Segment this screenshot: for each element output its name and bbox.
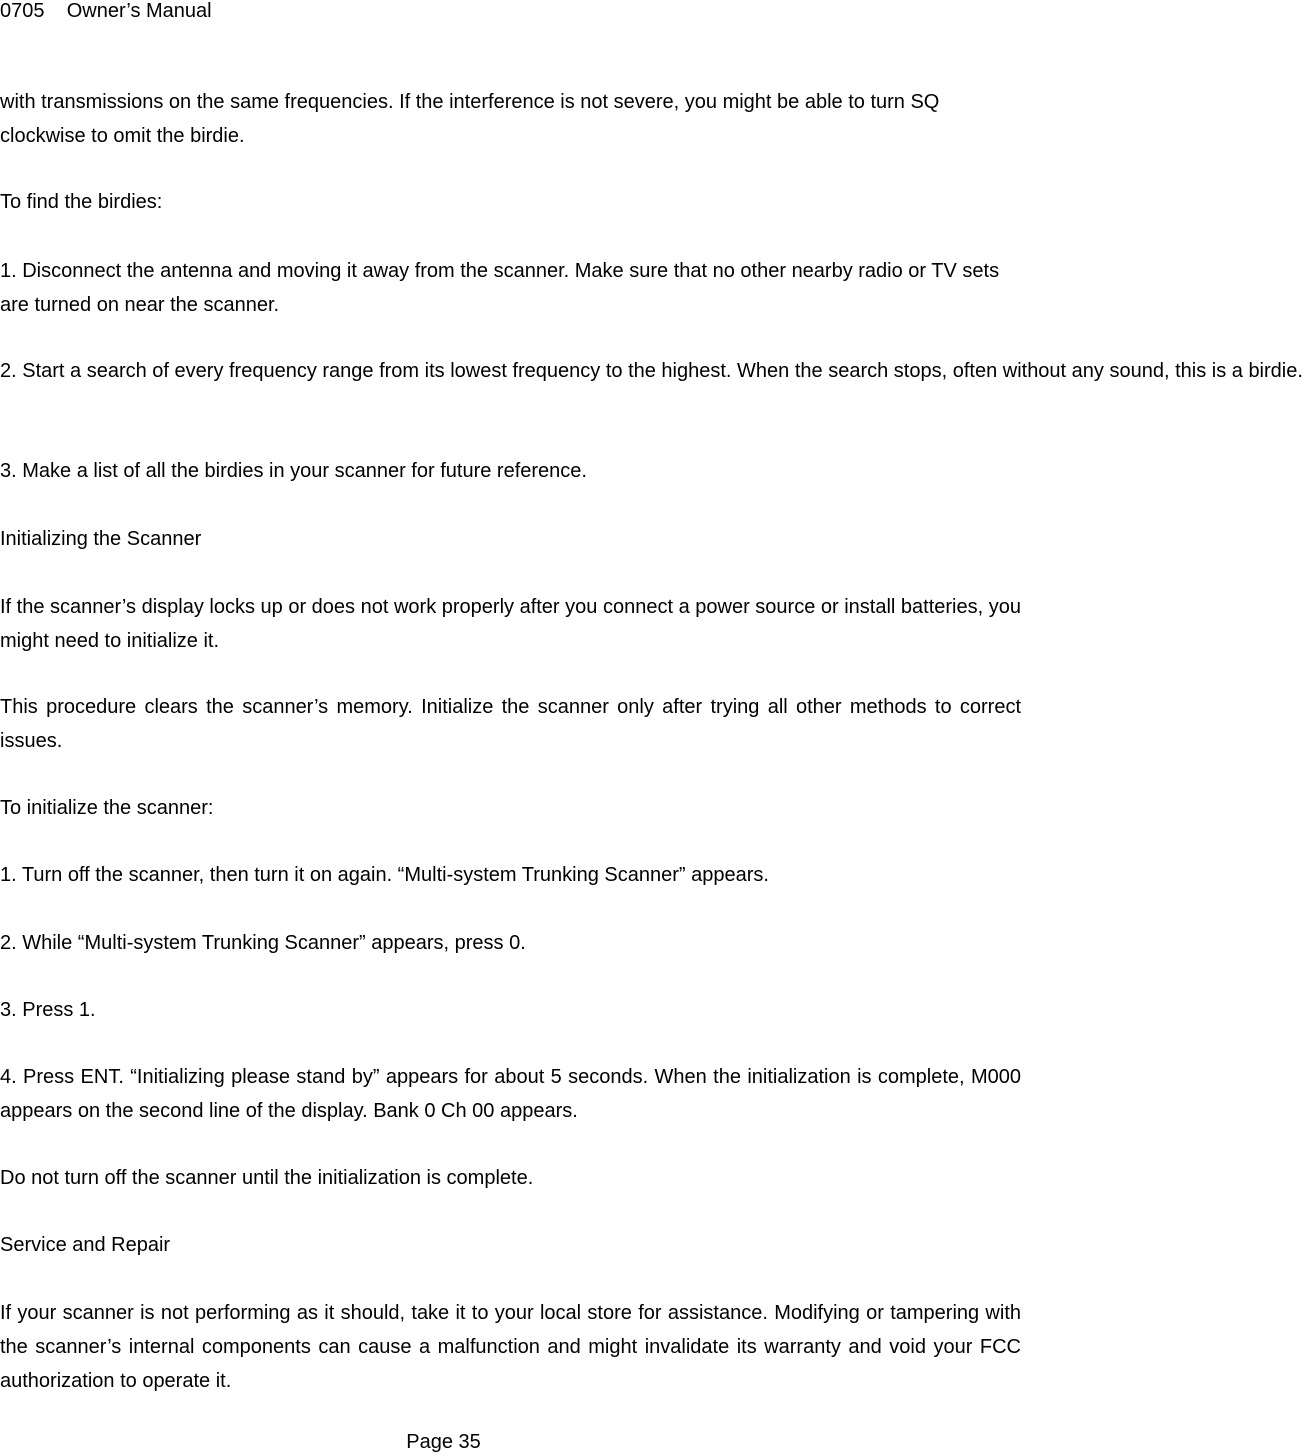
paragraph-do-not-turn-off: Do not turn off the scanner until the initialization is complete. (0, 1167, 534, 1189)
paragraph-init-step-2: 2. While “Multi-system Trunking Scanner” appears, press 0. (0, 932, 526, 954)
paragraph-service-repair: If your scanner is not performing as it should, take it to your local store for assistance. Modifying or tampering with the scanner’s internal components can cause a malfunction and might invalidate its warranty and void your FCC authorization to operate it. (0, 1302, 1021, 1392)
doc-id: 0705 (0, 0, 45, 22)
paragraph-display-locks-up: If the scanner’s display locks up or does not work properly after you connect a power source or install batteries, you might need to initialize it. (0, 596, 1021, 652)
paragraph-clears-memory: This procedure clears the scanner’s memory. Initialize the scanner only after trying all other methods to correct issues. (0, 696, 1021, 752)
section-heading-service-repair: Service and Repair (0, 1234, 171, 1256)
paragraph-init-step-1: 1. Turn off the scanner, then turn it on again. “Multi-system Trunking Scanner” appears. (0, 864, 769, 886)
paragraph-init-step-4: 4. Press ENT. “Initializing please stand by” appears for about 5 seconds. When the initialization is complete, M000 appears on the second line of the display. Bank 0 Ch 00 appears. (0, 1066, 1021, 1122)
paragraph-step-disconnect-antenna: 1. Disconnect the antenna and moving it away from the scanner. Make sure that no other nearby radio or TV sets are turned on near the scanner. (0, 260, 1000, 316)
section-heading-initializing: Initializing the Scanner (0, 528, 202, 550)
paragraph-step-start-search: 2. Start a search of every frequency range from its lowest frequency to the highest. When the search stops, often without any sound, this is a birdie. (0, 360, 1303, 382)
paragraph-find-birdies-intro: To find the birdies: (0, 191, 163, 213)
page-number: Page 35 (406, 1431, 481, 1453)
paragraph-birdie-continuation: with transmissions on the same frequencies. If the interference is not severe, you might be able to turn SQ clockwise to omit the birdie. (0, 91, 940, 147)
paragraph-init-step-3: 3. Press 1. (0, 999, 96, 1021)
page-header (0, 0, 212, 22)
paragraph-step-make-list: 3. Make a list of all the birdies in your scanner for future reference. (0, 460, 587, 482)
manual-title: Owner’s Manual (66, 0, 212, 22)
paragraph-initialize-intro: To initialize the scanner: (0, 797, 214, 819)
